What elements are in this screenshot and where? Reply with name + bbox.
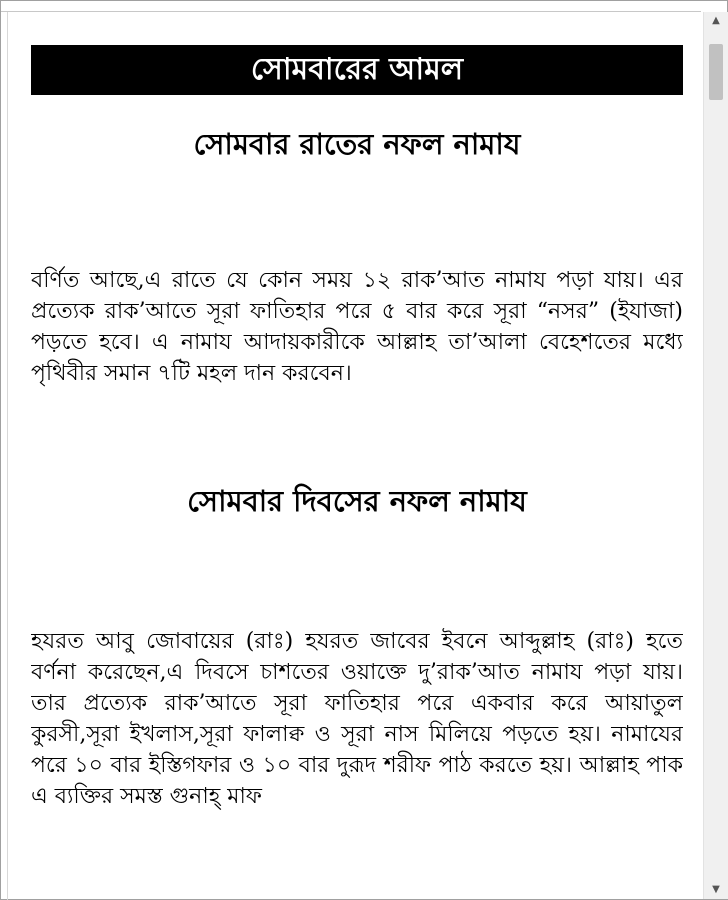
scroll-up-icon[interactable]: ▲ xyxy=(712,15,720,26)
section-heading-day: সোমবার দিবসের নফল নামায xyxy=(187,484,527,518)
banner-title: সোমবারের আমল xyxy=(31,45,683,95)
scroll-thumb[interactable] xyxy=(709,44,723,100)
document-content xyxy=(31,45,683,900)
left-border xyxy=(7,12,8,900)
section-body-day: হযরত আবু জোবায়ের (রাঃ) হযরত জাবের ইবনে আব্দুল্লাহ (রাঃ) হতে বর্ণনা করেছেন,এ দিবসে চাশতের ওয়াক্তে দু’রাক’আত নামায পড়া যায়। তার প্রত্যেক রাক’আতে সূরা ফাতিহার পরে একবার করে আয়াতুল কুরসী,সূরা ইখলাস,সূরা ফালাক্ব ও সূরা নাস মিলিয়ে পড়তে হয়। নামাযের পরে ১০ বার ইস্তিগফার ও ১০ বার দুরূদ শরীফ পাঠ করতে হয়। আল্লাহ পাক এ ব্যক্তির সমস্ত গুনাহ্ মাফ xyxy=(31,629,683,809)
vertical-scrollbar[interactable] xyxy=(703,12,728,899)
scroll-down-icon[interactable]: ▼ xyxy=(712,884,720,895)
top-border xyxy=(1,11,701,12)
section-body-night: বর্ণিত আছে,এ রাতে যে কোন সময় ১২ রাক’আত নামায পড়া যায়। এর প্রত্যেক রাক’আতে সূরা ফাতিহার পরে ৫ বার করে সূরা “নসর” (ইযাজা) পড়তে হবে। এ নামায আদায়কারীকে আল্লাহ তা’আলা বেহেশতের মধ্যে পৃথিবীর সমান ৭টি মহল দান করবেন। xyxy=(31,268,683,386)
section-heading-night: সোমবার রাতের নফল নামায xyxy=(193,127,521,161)
